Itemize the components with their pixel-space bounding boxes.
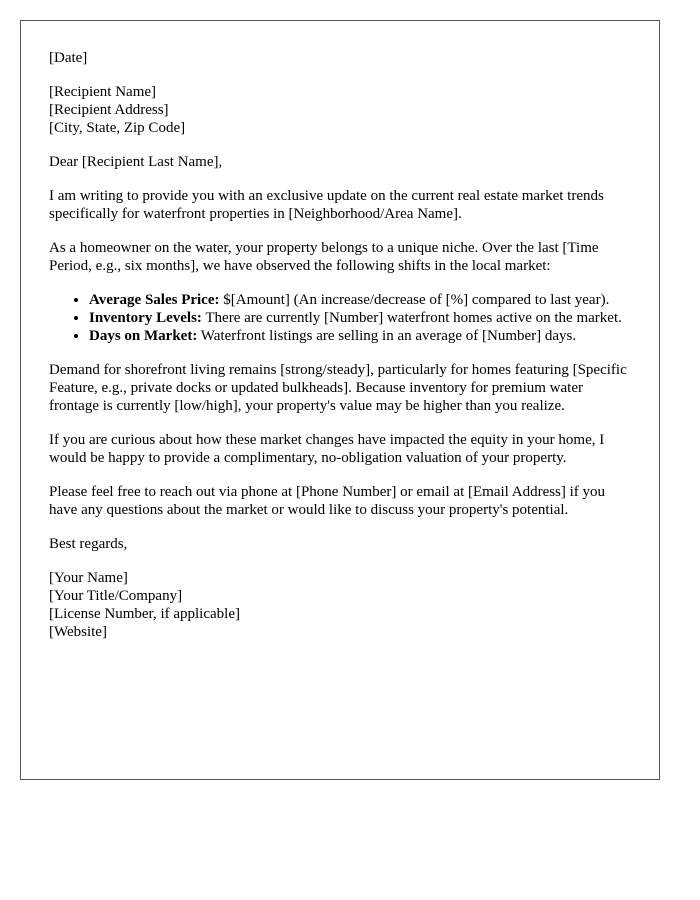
recipient-address: [Recipient Address]	[49, 102, 169, 118]
bullet-label: Days on Market:	[89, 328, 198, 344]
intro-paragraph: I am writing to provide you with an exclusive update on the current real estate market trends specifically for waterfront properties in [Neighborhood/Area Name].	[49, 188, 604, 222]
recipient-city-state-zip: [City, State, Zip Code]	[49, 120, 186, 136]
bullet-text: There are currently [Number] waterfront homes active on the market.	[201, 310, 622, 326]
bullet-text: Waterfront listings are selling in an average of [Number] days.	[197, 328, 577, 344]
letter-date: [Date]	[49, 50, 88, 66]
list-item	[89, 309, 631, 327]
closing: Best regards,	[49, 536, 128, 552]
bullet-label: Average Sales Price:	[89, 292, 220, 308]
recipient-name: [Recipient Name]	[49, 84, 157, 100]
bullet-label: Inventory Levels:	[89, 310, 202, 326]
list-item	[89, 327, 631, 345]
signature-website: [Website]	[49, 624, 107, 640]
signature-block	[49, 569, 631, 641]
offer-paragraph: If you are curious about how these market changes have impacted the equity in your home, I would be happy to provide a complimentary, no-obligation valuation of your property.	[49, 432, 605, 466]
recipient-block	[49, 83, 631, 137]
contact-paragraph: Please feel free to reach out via phone at [Phone Number] or email at [Email Address] if you have any questions about the market or would like to discuss your property's potential.	[49, 484, 606, 518]
bullet-text: $[Amount] (An increase/decrease of [%] compared to last year).	[219, 292, 610, 308]
signature-title: [Your Title/Company]	[49, 588, 183, 604]
market-shifts-list	[49, 291, 631, 345]
signature-license: [License Number, if applicable]	[49, 606, 240, 622]
signature-name: [Your Name]	[49, 570, 128, 586]
demand-paragraph: Demand for shorefront living remains [strong/steady], particularly for homes featuring [Specific Feature, e.g., private docks or updated bulkheads]. Because inventory for premium water frontage is currently [low/high], your property's value may be higher than you realize.	[49, 362, 627, 414]
list-item	[89, 291, 631, 309]
salutation: Dear [Recipient Last Name],	[49, 154, 223, 170]
letter-page	[20, 20, 660, 780]
observation-paragraph: As a homeowner on the water, your property belongs to a unique niche. Over the last [Time Period, e.g., six months], we have observed the following shifts in the local market:	[49, 240, 599, 274]
